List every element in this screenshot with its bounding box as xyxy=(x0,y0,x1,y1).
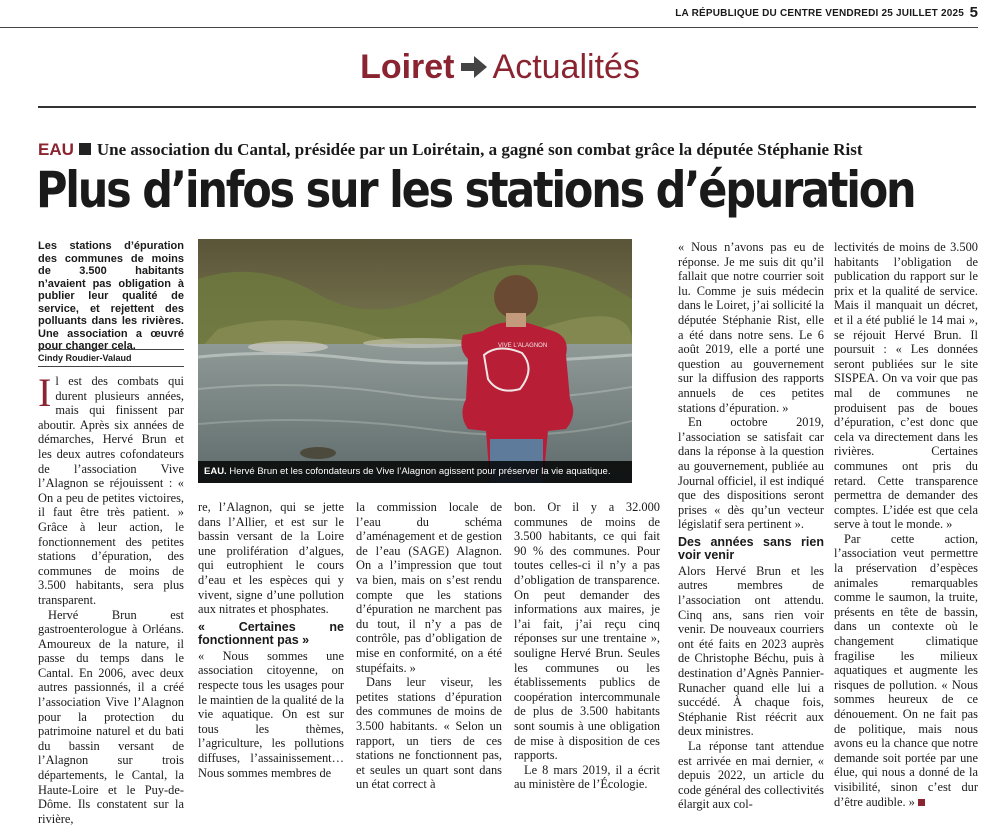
header-divider xyxy=(0,27,978,28)
photo-caption xyxy=(198,461,632,483)
col2-subheading: « Certaines ne fonctionnent pas » xyxy=(198,621,344,647)
publication-line xyxy=(675,8,964,19)
caption-tag: EAU. xyxy=(204,466,227,477)
col1-paragraph-1 xyxy=(38,374,184,608)
caption-text: Hervé Brun et les cofondateurs de Vive l’Alagnon agissent pour préserver la vie aquatique. xyxy=(229,466,610,477)
publication-name: LA RÉPUBLIQUE DU CENTRE xyxy=(675,8,822,19)
col4-paragraph-1: bon. Or il y a 32.000 communes de moins de 3.500 habitants, ce qui fait 90 % des communes. Pour toutes celles-ci il n’y a pas d’obligation de transparence. On peut demander des informations aux maires, je l’ai fait, j’ai reçu cinq réponses sur une trentaine », souligne Hervé Brun. Seules les communes ou les établissements publics de coopération intercommunale de plus de 3.500 habitants sont soumis à une obligation de mise à disposition de ces rapports. xyxy=(514,500,660,763)
column-6 xyxy=(834,240,978,809)
col3-paragraph-2: Dans leur viseur, les petites stations d’épuration des communes de moins de 3.500 habitants. « Selon un rapport, un tiers de ces stations ne fonctionnent pas, et seules un quart sont dans un état correct à xyxy=(356,675,502,792)
col5-paragraph-3: Alors Hervé Brun et les autres membres de l’association ont attendu. Cinq ans, sans rien voir venir. De nouveaux courriers ont été faits en 2023 auprès de Christophe Béchu, puis à destination d’Agnès Pannier-Runacher quand elle lui a succédé. À chaque fois, Stéphanie Rist réécrit aux deux ministres. xyxy=(678,564,824,739)
col2-paragraph-2: « Nous sommes une association citoyenne, on respecte tous les usages pour le maintien de la qualité de la vie aquatique. On est sur tous les thèmes, l’agriculture, les pollutions diffuses, l’assainissement… Nous sommes membres de xyxy=(198,649,344,780)
drop-cap: I xyxy=(38,374,55,410)
col2-paragraph-1: re, l’Alagnon, qui se jette dans l’Allier, et est sur le bassin versant de la Loire une prolifération d’algues, qui eutrophient le cours d’eau et les espèces qui y vivent, signe d’une pollution aux nitrates et phosphates. xyxy=(198,500,344,617)
section-divider xyxy=(38,106,976,108)
col5-paragraph-4: La réponse tant attendue est arrivée en mai dernier, « depuis 2022, un article du code général des collectivités élargit aux col- xyxy=(678,739,824,812)
section-region: Loiret xyxy=(360,48,454,86)
col4-paragraph-2: Le 8 mars 2019, il a écrit au ministère de l’Écologie. xyxy=(514,763,660,792)
kicker-tag: EAU xyxy=(38,140,74,159)
page-number: 5 xyxy=(970,4,978,21)
col6-text-2: Par cette action, l’association veut permettre la préservation d’espèces animales remarquables comme le saumon, la truite, présents en tête de bassin, dans un contexte où le changement climatique fragilise les milieux aquatiques et augmente les risques de pollution. « Nous sommes heureux de ce dénouement. On ne fait pas de politique, mais nous avons eu la chance que notre demande soit portée par une élue, qui nous a donné de la visibilité, sinon c’est dur d’être audible. » xyxy=(834,532,978,809)
column-2 xyxy=(198,500,344,780)
article-lede: Les stations d’épuration des communes de moins de 3.500 habitants n’avaient pas obligation à publier leur qualité de service, et rejettent des polluants dans les rivières. Une association a œuvré pour changer cela. xyxy=(38,240,184,353)
col6-paragraph-2 xyxy=(834,532,978,809)
col6-paragraph-1: lectivités de moins de 3.500 habitants l’obligation de publication du rapport sur le prix et la qualité de service. Mais il manquait un décret, et il a été publié le 14 mai », se réjouit Hervé Brun. Il poursuit : « Les données seront publiées sur le site SISPEA. On va voir que pas mal de communes ne produisent pas de boues d’épuration, c’est donc que cela va directement dans les rivières. Certaines communes ont pris du retard. Cette transparence permettra de demander des comptes. L’idée est que cela serve à tout le monde. » xyxy=(834,240,978,532)
article-kicker xyxy=(38,140,863,160)
author-byline: Cindy Roudier-Valaud xyxy=(38,349,184,367)
col5-paragraph-2: En octobre 2019, l’association se satisfait car dans la réponse à la question au gouvernement, publiée au Journal officiel, il est indiqué que des dispositions seront prises « dès qu’un vecteur législatif sera pertinent ». xyxy=(678,415,824,532)
arrow-right-icon xyxy=(461,56,487,78)
shirt-print: VIVE L'ALAGNON xyxy=(498,343,547,349)
section-title xyxy=(0,48,1000,87)
end-mark-icon xyxy=(918,799,925,806)
publication-date: VENDREDI 25 JUILLET 2025 xyxy=(825,8,964,19)
col5-subheading: Des années sans rien voir venir xyxy=(678,536,824,562)
article-photo xyxy=(198,239,632,483)
col1-text-1: l est des combats qui durent plusieurs années, mais qui finissent par aboutir. Après six années de démarches, Hervé Brun et les deux autres cofondateurs de l’association Vive l’Alagnon se réjouissent : « On a peu de petites victoires, il faut être très patient. » Grâce à leur action, le fonctionnement des petites stations d’épuration, des communes de moins de 3.500 habitants, sera plus transparent. xyxy=(38,374,184,607)
river-photo-illustration xyxy=(198,239,632,483)
col3-paragraph-1: la commission locale de l’eau du schéma d’aménagement et de gestion de l’eau (SAGE) Alagnon. On a l’impression que tout va bien, mais on s’est rendu compte que les stations d’épuration ne marchent pas du tout, il n’y a pas de contrôle, pas d’obligation de mise en conformité, on a été stupéfaits. » xyxy=(356,500,502,675)
col5-paragraph-1: « Nous n’avons pas eu de réponse. Je me suis dit qu’il fallait que notre courrier soit lu. Comme je suis médecin dans le Loiret, j’ai sollicité la députée Stéphanie Rist, elle a été dans notre sens. Le 6 août 2019, elle a porté une question au gouvernement sur la diffusion des rapports annuels de ces petites stations d’épuration. » xyxy=(678,240,824,415)
section-rubrique: Actualités xyxy=(493,48,640,86)
kicker-text: Une association du Cantal, présidée par un Loirétain, a gagné son combat grâce la députée Stéphanie Rist xyxy=(97,140,863,159)
kicker-square-icon xyxy=(79,143,91,155)
column-4 xyxy=(514,500,660,792)
column-1 xyxy=(38,374,184,826)
col1-paragraph-2: Hervé Brun est gastroenterologue à Orléans. Amoureux de la nature, il passe du temps dans le Cantal. En 2006, avec deux autres passionnés, il a créé l’association Vive l’Alagnon pour la protection du patrimoine naturel et du bati du bassin versant de l’Alagnon sur trois départements, le Cantal, la Haute-Loire et le Puy-de-Dôme. Ils constatent sur la rivière, xyxy=(38,608,184,826)
article-title: Plus d’infos sur les stations d’épuration xyxy=(36,160,844,220)
column-3 xyxy=(356,500,502,792)
column-5 xyxy=(678,240,824,812)
page-header xyxy=(0,0,1000,28)
